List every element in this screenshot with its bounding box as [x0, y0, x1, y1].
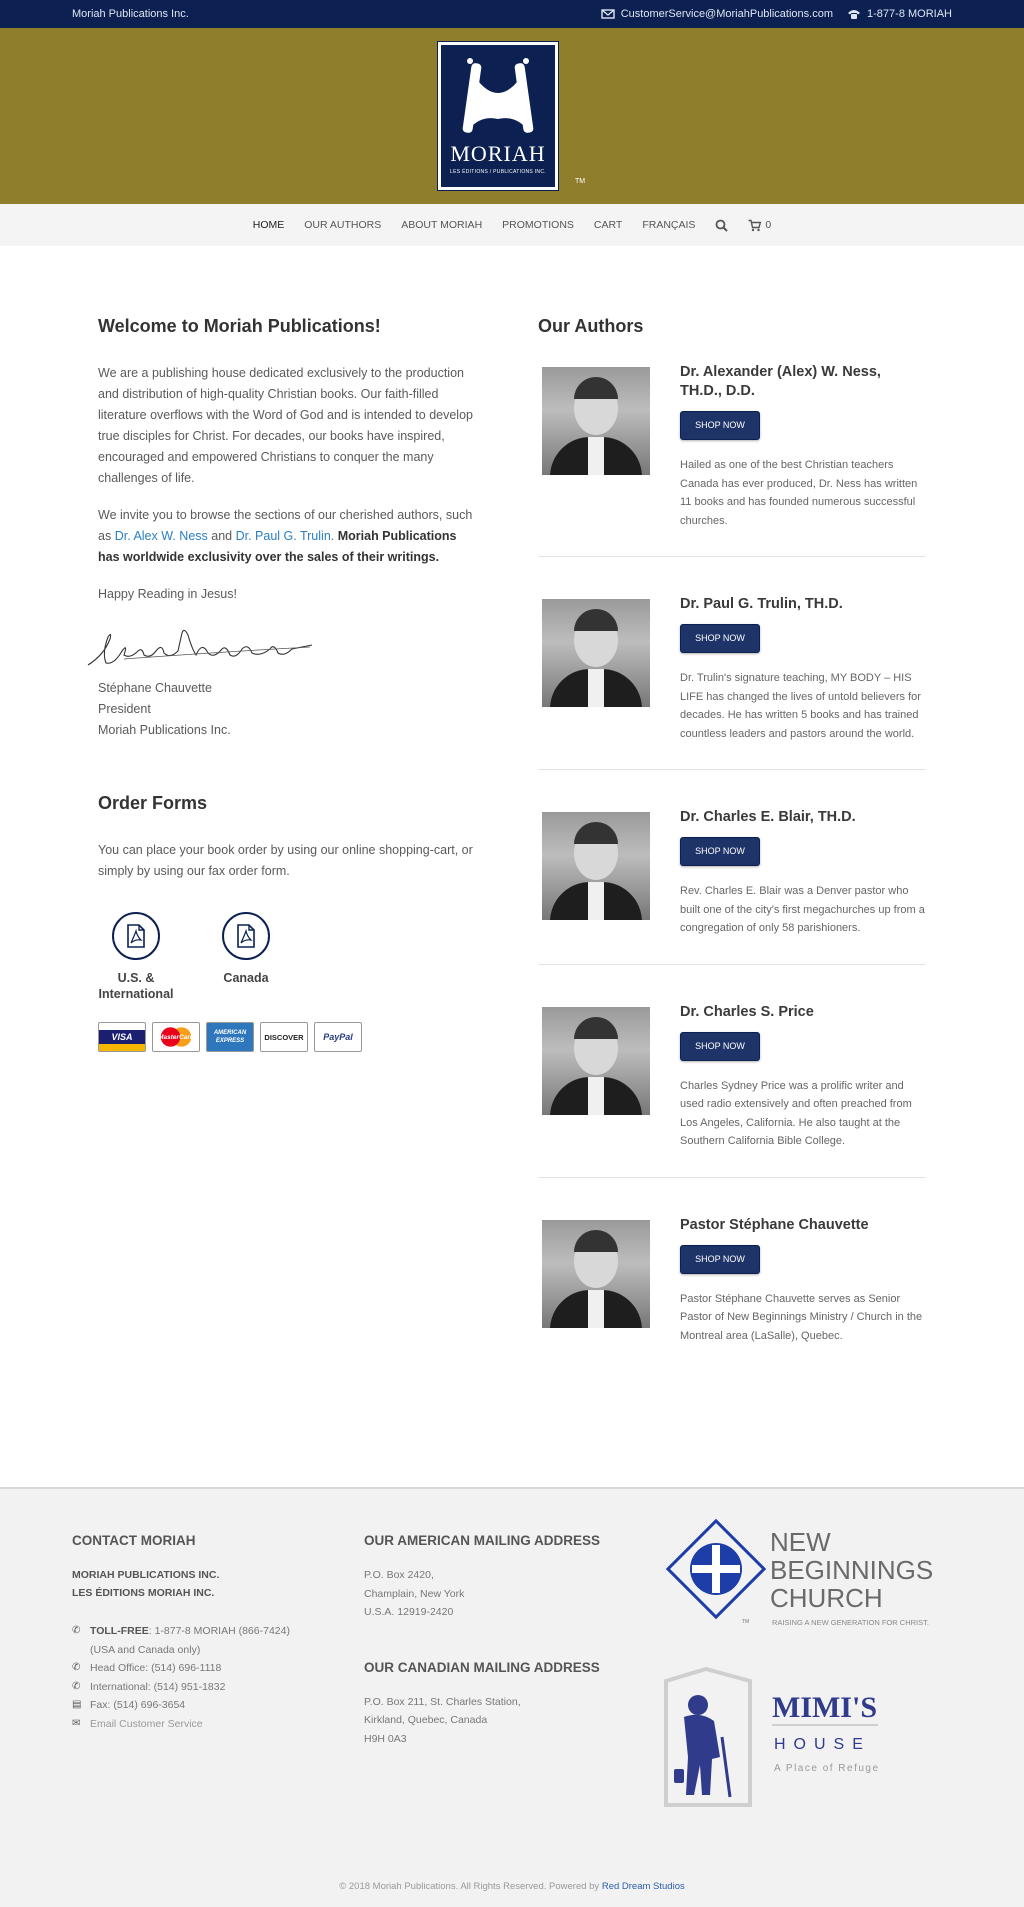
phone-icon: ✆ — [72, 1662, 81, 1673]
site-header — [0, 28, 1024, 204]
paypal-card-icon: PayPal — [314, 1022, 362, 1052]
nb-trademark: TM — [742, 1619, 750, 1625]
footer-addresses — [364, 1533, 634, 1748]
ca-address-title: OUR CANADIAN MAILING ADDRESS — [364, 1659, 600, 1675]
phone-icon: ✆ — [72, 1625, 81, 1636]
mimi-title: MIMI'S — [772, 1691, 877, 1724]
moriah-logo[interactable] — [438, 42, 558, 190]
cart-icon — [748, 219, 761, 232]
author-description: Pastor Stéphane Chauvette serves as Senior Pastor of New Beginnings Ministry / Church in the Montreal area (LaSalle), Quebec. — [680, 1292, 923, 1342]
phone-icon: ✆ — [72, 1680, 81, 1692]
copyright — [0, 1881, 1024, 1892]
signature-image — [84, 625, 314, 673]
us-address-line: P.O. Box 2420, — [364, 1569, 434, 1581]
head-office-line[interactable] — [72, 1659, 322, 1678]
search-icon — [715, 219, 728, 232]
author-info — [680, 1216, 926, 1346]
nav-our-authors[interactable]: OUR AUTHORS — [304, 219, 382, 231]
nav-francais[interactable]: FRANÇAIS — [642, 219, 696, 231]
pdf-circle[interactable] — [112, 912, 160, 960]
author-info — [680, 595, 926, 743]
shop-now-button[interactable]: SHOP NOW — [680, 837, 760, 866]
us-address-line: Champlain, New York — [364, 1587, 465, 1600]
authors-title: Our Authors — [538, 316, 644, 336]
author-info — [680, 808, 926, 938]
nb-tagline: RAISING A NEW GENERATION FOR CHRIST. — [772, 1618, 929, 1627]
fax-icon: ▤ — [72, 1699, 82, 1710]
author-card — [538, 363, 926, 557]
top-bar — [0, 0, 1024, 28]
fax-number: Fax: (514) 696-3654 — [90, 1699, 186, 1711]
discover-card-icon: DISCOVER — [260, 1022, 308, 1052]
mimi-house: HOUSE — [774, 1736, 871, 1753]
author-description: Charles Sydney Price was a prolific writer and used radio extensively and often preached from Los Angeles, California. He also taught at the Southern California Bible College. — [680, 1079, 912, 1147]
footer-contact — [72, 1533, 322, 1733]
nav-about-moriah[interactable]: ABOUT MORIAH — [401, 219, 483, 231]
logo-name: MORIAH — [450, 141, 546, 166]
author-name[interactable]: Dr. Paul G. Trulin, TH.D. — [680, 596, 843, 612]
pdf-circle[interactable] — [222, 912, 270, 960]
email-line[interactable] — [72, 1715, 322, 1734]
search-button[interactable] — [715, 219, 728, 232]
mimi-tagline: A Place of Refuge — [774, 1763, 880, 1774]
footer-company-fr: LES ÉDITIONS MORIAH INC. — [72, 1587, 215, 1599]
shop-now-button[interactable]: SHOP NOW — [680, 1245, 760, 1274]
author-description: Hailed as one of the best Christian teachers Canada has ever produced, Dr. Ness has written 11 books and has founded numerous successful churches. — [680, 459, 918, 527]
contact-lines — [72, 1622, 322, 1733]
authors-column — [538, 316, 926, 1345]
phone-icon — [847, 8, 861, 20]
nb-line2: BEGINNINGS — [770, 1555, 934, 1585]
order-forms-text: You can place your book order by using our online shopping-cart, or simply by using our fax order form. — [98, 843, 473, 878]
form-label-canada[interactable]: Canada — [223, 971, 269, 985]
welcome-column — [98, 316, 478, 1052]
footer-company-en: MORIAH PUBLICATIONS INC. — [72, 1569, 220, 1581]
payment-cards — [98, 1022, 478, 1052]
envelope-icon: ✉ — [72, 1717, 81, 1729]
new-beginnings-church-logo[interactable] — [660, 1517, 950, 1637]
visa-card-icon: VISA — [98, 1022, 146, 1052]
form-canada[interactable] — [208, 912, 284, 1002]
author-info — [680, 1003, 926, 1151]
contact-title: CONTACT MORIAH — [72, 1533, 196, 1548]
cart-count: 0 — [765, 219, 772, 231]
pdf-icon — [236, 924, 256, 948]
form-label-us[interactable]: U.S. & International — [98, 971, 174, 1001]
copyright-text: © 2018 Moriah Publications. All Rights Reserved. Powered by — [339, 1881, 602, 1892]
mimis-house-logo[interactable] — [662, 1667, 902, 1817]
author-card — [538, 770, 926, 965]
shop-now-button[interactable]: SHOP NOW — [680, 624, 760, 653]
signer-name: Stéphane Chauvette — [98, 681, 212, 695]
nb-line1: NEW — [770, 1527, 831, 1557]
scroll-icon — [453, 57, 543, 137]
tollfree-line — [72, 1622, 322, 1659]
fax-line — [72, 1696, 322, 1715]
main-content — [0, 246, 1024, 1487]
author-photo[interactable] — [542, 1007, 650, 1115]
mastercard-card-icon: MasterCard — [152, 1022, 200, 1052]
signer-company: Moriah Publications Inc. — [98, 723, 231, 737]
head-office-number[interactable]: Head Office: (514) 696-1118 — [90, 1662, 222, 1674]
cart-button[interactable] — [748, 219, 771, 232]
author-name[interactable]: Pastor Stéphane Chauvette — [680, 1216, 869, 1233]
link-alex-ness[interactable]: Dr. Alex W. Ness — [114, 529, 208, 543]
ca-address-line: P.O. Box 211, St. Charles Station, — [364, 1695, 521, 1708]
invite-and: and — [207, 529, 236, 543]
ca-address-line: Kirkland, Quebec, Canada — [364, 1714, 488, 1726]
author-name[interactable]: Dr. Charles E. Blair, TH.D. — [680, 809, 856, 825]
powered-by-link[interactable]: Red Dream Studios — [601, 1881, 685, 1892]
author-description: Dr. Trulin's signature teaching, MY BODY – HIS LIFE has changed the lives of untold believers for decades. He has written 5 books and has trained countless leaders and pastors around the world. — [680, 672, 921, 740]
nb-line3: CHURCH — [770, 1583, 883, 1613]
tollfree-label: TOLL-FREE — [90, 1625, 149, 1637]
author-photo[interactable] — [542, 812, 650, 920]
invite-paragraph — [98, 505, 478, 568]
international-number[interactable]: International: (514) 951-1832 — [90, 1680, 226, 1693]
exclusivity-statement: Moriah Publications has worldwide exclusivity over the sales of their writings. — [98, 529, 457, 564]
email-address[interactable]: CustomerService@MoriahPublications.com — [620, 8, 834, 20]
author-card — [538, 1178, 926, 1346]
author-photo[interactable] — [542, 367, 650, 475]
invite-dot: . — [330, 529, 338, 543]
author-photo[interactable] — [542, 599, 650, 707]
phone-contact[interactable] — [847, 8, 952, 20]
us-address-line: U.S.A. 12919-2420 — [364, 1606, 454, 1618]
logo-trademark: TM — [575, 178, 586, 185]
international-line[interactable] — [72, 1678, 322, 1697]
ca-address-line: H9H 0A3 — [364, 1732, 407, 1745]
shop-now-button[interactable]: SHOP NOW — [680, 1032, 760, 1061]
author-info — [680, 363, 926, 530]
phone-number[interactable]: 1-877-8 MORIAH — [867, 8, 952, 20]
author-name[interactable]: Dr. Alexander (Alex) W. Ness, TH.D., D.D. — [680, 364, 881, 399]
author-name[interactable]: Dr. Charles S. Price — [680, 1003, 814, 1020]
author-card — [538, 965, 926, 1178]
form-us-international[interactable] — [98, 912, 174, 1002]
signer-title: President — [98, 702, 151, 716]
shop-now-button[interactable]: SHOP NOW — [680, 411, 760, 440]
site-footer — [0, 1487, 1024, 1907]
order-forms-title: Order Forms — [98, 793, 208, 813]
welcome-paragraph: We are a publishing house dedicated exclusively to the production and distribution of high-quality Christian books. Our faith-filled literature overflows with the Word of God and is intended to develop true disciples for Christ. For decades, our books have inspired, encouraged and empowered Christians to conquer the many challenges of life. — [98, 366, 473, 485]
nav-cart[interactable]: CART — [593, 219, 623, 231]
author-card — [538, 557, 926, 770]
invite-text: We invite you to browse the sections of our cherished authors, such as — [98, 508, 473, 543]
order-form-links — [98, 912, 478, 1002]
authors-list — [538, 363, 926, 1345]
envelope-icon — [601, 8, 615, 20]
pdf-icon — [126, 924, 146, 948]
nav-home[interactable]: HOME — [252, 219, 285, 231]
amex-card-icon: AMERICAN EXPRESS — [206, 1022, 254, 1052]
email-contact[interactable] — [601, 8, 833, 20]
nav-promotions[interactable]: PROMOTIONS — [502, 219, 574, 231]
main-nav — [0, 204, 1024, 246]
signature-block — [98, 678, 478, 741]
welcome-title: Welcome to Moriah Publications! — [98, 316, 381, 336]
logo-subtitle: LES ÉDITIONS / PUBLICATIONS INC. — [450, 169, 546, 175]
us-address-title: OUR AMERICAN MAILING ADDRESS — [364, 1533, 600, 1548]
link-paul-trulin[interactable]: Dr. Paul G. Trulin — [235, 529, 331, 543]
email-customer-service-link[interactable]: Email Customer Service — [90, 1717, 203, 1730]
happy-reading: Happy Reading in Jesus! — [98, 587, 237, 601]
author-photo[interactable] — [542, 1220, 650, 1328]
tollfree-number[interactable]: : 1-877-8 MORIAH (866-7424) — [148, 1625, 290, 1637]
author-description: Rev. Charles E. Blair was a Denver pastor who built one of the city's first megachurches up from a congregation of only 58 parishioners. — [680, 885, 925, 934]
company-name: Moriah Publications Inc. — [72, 8, 189, 20]
tollfree-note: (USA and Canada only) — [90, 1643, 201, 1656]
